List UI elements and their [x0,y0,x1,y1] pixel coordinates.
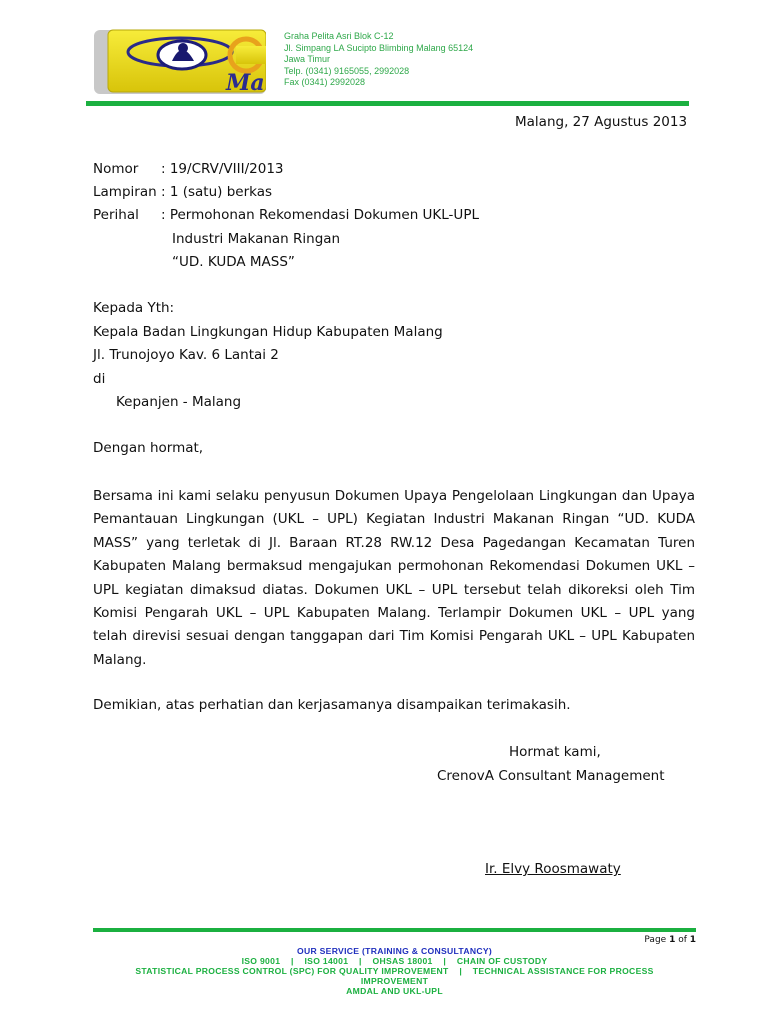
logo-text: Ma [226,70,265,96]
perihal-label: Perihal [93,207,139,223]
footer-line-4: AMDAL AND UKL-UPL [346,986,443,996]
company-logo [86,28,266,96]
footer-line-3: IMPROVEMENT [360,976,429,986]
company-name: CrenovA Consultant Management [437,768,665,784]
recipient-address: Jl. Trunojoyo Kav. 6 Lantai 2 [93,347,279,363]
page-current: 1 [669,935,676,945]
perihal-row [93,207,479,223]
page-prefix: Page [644,935,670,945]
recipient-city: Kepanjen - Malang [116,394,242,410]
footer-line-1: ISO 9001 | ISO 14001 | OHSAS 18001 | CHAIN OF CUSTODY [241,956,548,966]
closing-sentence: Demikian, atas perhatian dan kerjasamanya disampaikan terimakasih. [93,697,571,713]
footer-divider [93,928,696,932]
perihal-value: : Permohonan Rekomendasi Dokumen UKL-UPL [161,207,479,223]
page-total: 1 [689,935,696,945]
contact-street-line: Jl. Simpang LA Sucipto Blimbing Malang 65124 [284,42,474,53]
greeting: Dengan hormat, [93,440,204,456]
recipient-di: di [93,371,106,387]
nomor-row [93,161,284,177]
footer-services [93,946,696,996]
nomor-value: : 19/CRV/VIII/2013 [161,161,284,177]
signer-name: Ir. Elvy Roosmawaty [485,861,621,877]
footer-line-2: STATISTICAL PROCESS CONTROL (SPC) FOR QUALITY IMPROVEMENT | TECHNICAL ASSISTANCE FOR PROCESS [135,966,654,976]
regards: Hormat kami, [509,744,601,760]
perihal-line-2: Industri Makanan Ringan [172,231,341,247]
lampiran-label: Lampiran [93,184,157,200]
contact-phone-line: Telp. (0341) 9165055, 2992028 [284,65,410,76]
contact-fax-line: Fax (0341) 2992028 [284,77,366,87]
nomor-label: Nomor [93,161,139,177]
kepada-label: Kepada Yth: [93,300,175,316]
lampiran-value: : 1 (satu) berkas [161,184,273,200]
contact-province-line: Jawa Timur [284,54,331,64]
lampiran-row [93,184,272,200]
header-divider [86,101,689,106]
logo-graphic [86,28,266,96]
contact-address-line: Graha Pelita Asri Blok C-12 [284,31,394,41]
body-paragraph: Bersama ini kami selaku penyusun Dokumen Upaya Pengelolaan Lingkungan dan Upaya Pemantauan Lingkungan (UKL – UPL) Kegiatan Industri Makanan Ringan “UD. KUDA MASS” yang terletak di Jl. Baraan RT.28 RW.12 Desa Pagedangan Kecamatan Turen Kabupaten Malang bermaksud mengajukan permohonan Rekomendasi Dokumen UKL – UPL kegiatan dimaksud diatas. Dokumen UKL – UPL tersebut telah dikoreksi oleh Tim Komisi Pengarah UKL – UPL Kabupaten Malang. Terlampir Dokumen UKL – UPL yang telah direvisi sesuai dengan tanggapan dari Tim Komisi Pengarah UKL – UPL Kabupaten Malang. [93,488,695,668]
place-date: Malang, 27 Agustus 2013 [515,114,688,130]
perihal-line-3: “UD. KUDA MASS” [172,254,295,270]
page-number [600,935,696,945]
page-of: of [675,935,690,945]
contact-info [284,31,473,89]
footer-title: OUR SERVICE (TRAINING & CONSULTANCY) [296,946,493,956]
recipient-name: Kepala Badan Lingkungan Hidup Kabupaten Malang [93,324,443,340]
